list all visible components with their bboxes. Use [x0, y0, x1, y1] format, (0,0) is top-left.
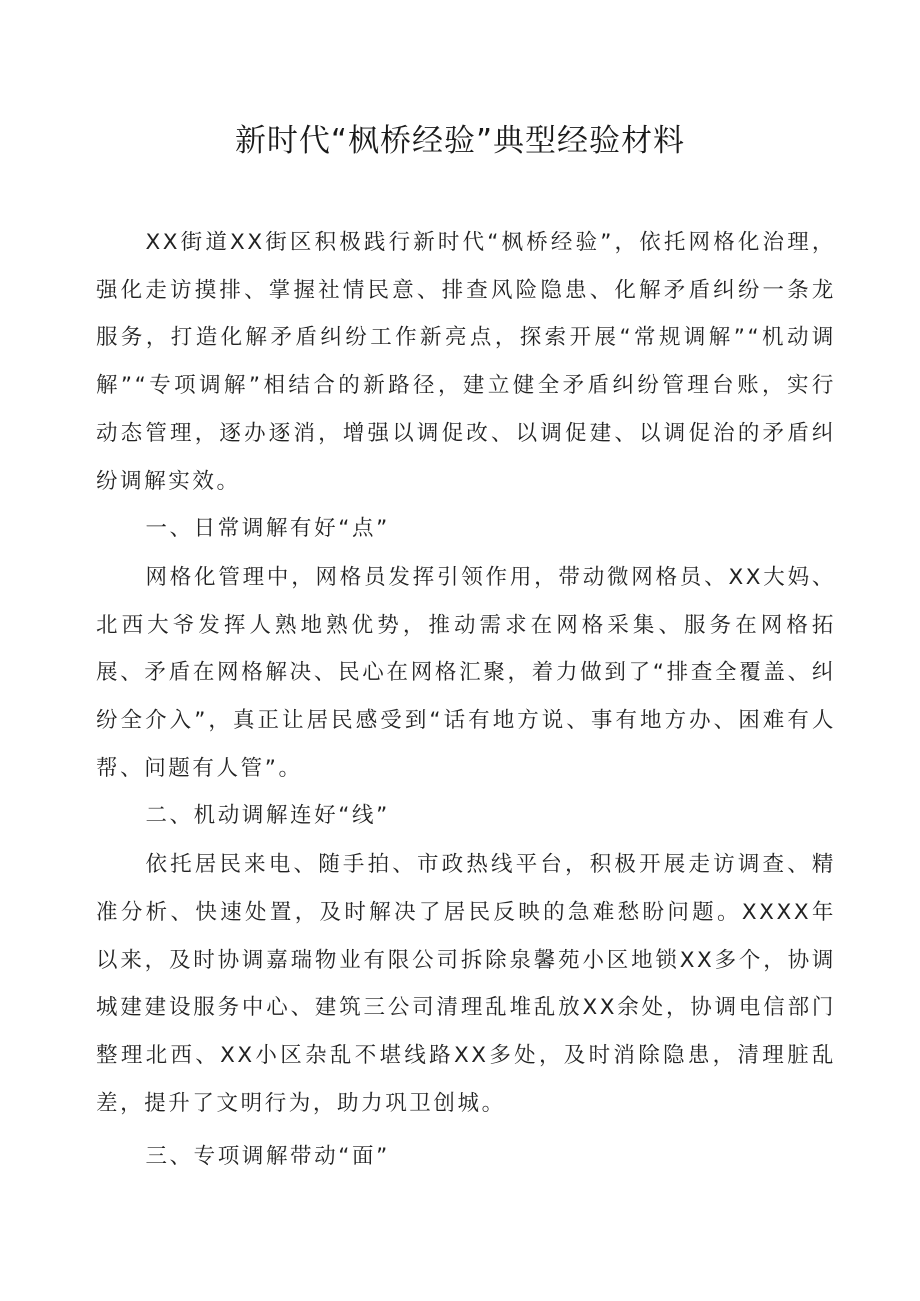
section-heading-3: 三、专项调解带动“面” [145, 1144, 390, 1170]
section-paragraph-1: 网格化管理中，网格员发挥引领作用，带动微网格员、XX大妈、北西大爷发挥人熟地熟优势，推动需求在网格采集、服务在网格拓展、矛盾在网格解决、民心在网格汇聚，着力做到了“排查全覆盖、纠纷全介入”，真正让居民感受到“话有地方说、事有地方办、困难有人帮、问题有人管”。 [96, 564, 836, 781]
document-title: 新时代“枫桥经验”典型经验材料 [234, 123, 686, 159]
section-heading-1: 一、日常调解有好“点” [145, 516, 390, 542]
section-paragraph-2: 依托居民来电、随手拍、市政热线平台，积极开展走访调查、精准分析、快速处置，及时解决了居民反映的急难愁盼问题。XXXX年以来，及时协调嘉瑞物业有限公司拆除泉馨苑小区地锁XX多个，协调城建建设服务中心、建筑三公司清理乱堆乱放XX余处，协调电信部门整理北西、XX小区杂乱不堪线路XX多处，及时消除隐患，清理脏乱差，提升了文明行为，助力巩卫创城。 [96, 852, 836, 1116]
intro-paragraph: XX街道XX街区积极践行新时代“枫桥经验”，依托网格化治理，强化走访摸排、掌握社情民意、排查风险隐患、化解矛盾纠纷一条龙服务，打造化解矛盾纠纷工作新亮点，探索开展“常规调解”“机动调解”“专项调解”相结合的新路径，建立健全矛盾纠纷管理台账，实行动态管理，逐办逐消，增强以调促改、以调促建、以调促治的矛盾纠纷调解实效。 [96, 230, 836, 494]
section-heading-2: 二、机动调解连好“线” [145, 803, 390, 829]
document-body [96, 219, 836, 1182]
